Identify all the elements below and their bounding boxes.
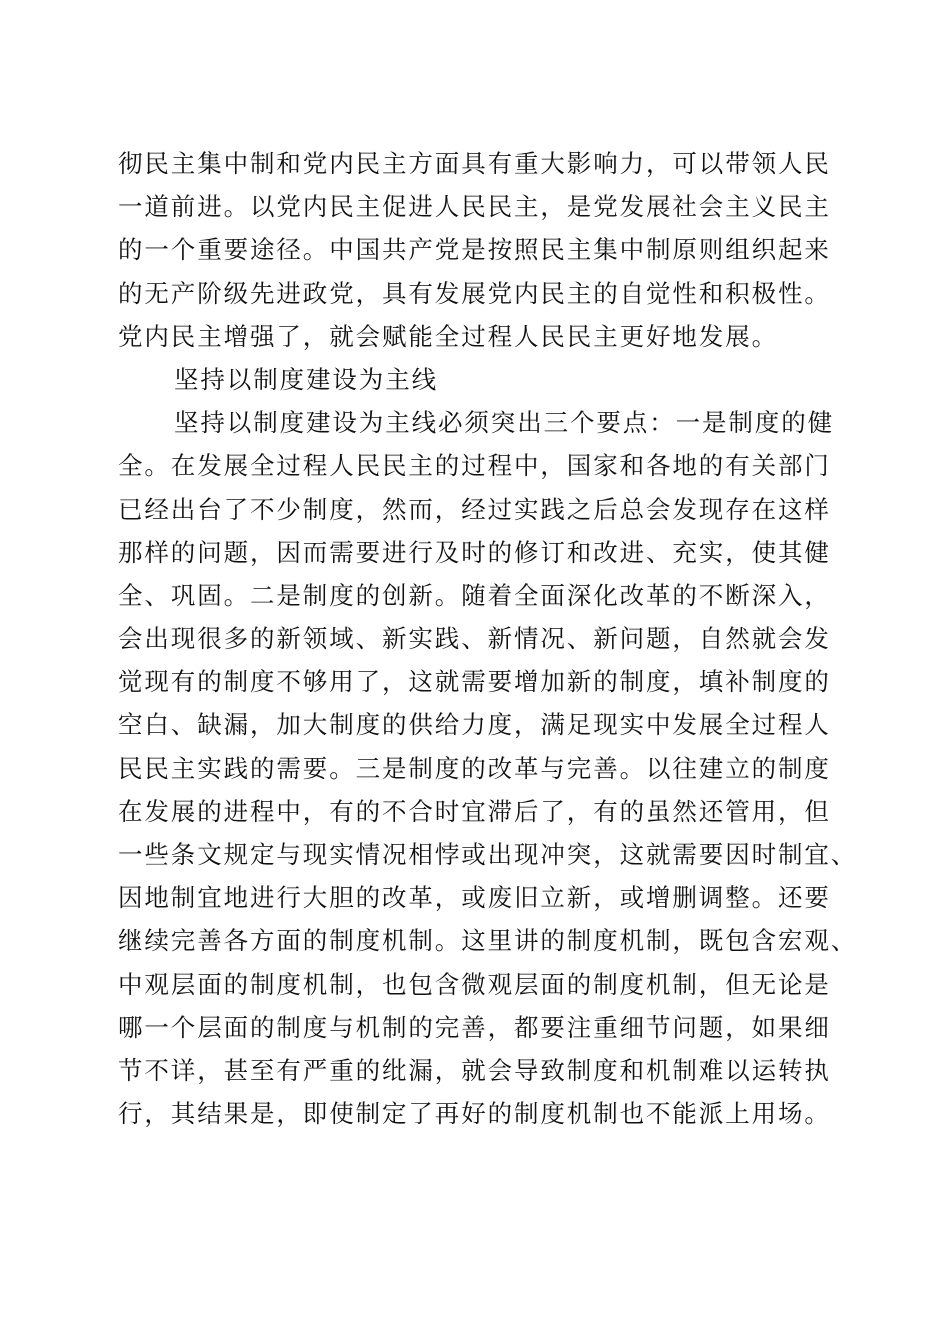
text-line: 在发展的进程中，有的不合时宜滞后了，有的虽然还管用，但 [118, 796, 831, 826]
text-line: 哪一个层面的制度与机制的完善，都要注重细节问题，如果细 [118, 1012, 831, 1042]
text-line: 会出现很多的新领域、新实践、新情况、新问题，自然就会发 [118, 624, 831, 654]
body-text [118, 142, 858, 1135]
text-line: 党内民主增强了，就会赋能全过程人民民主更好地发展。 [118, 321, 778, 351]
text-line: 因地制宜地进行大胆的改革，或废旧立新，或增删调整。还要 [118, 883, 831, 913]
text-line: 坚持以制度建设为主线必须突出三个要点：一是制度的健 [174, 408, 834, 438]
text-line: 一些条文规定与现实情况相悖或出现冲突，这就需要因时制宜、 [118, 840, 858, 869]
text-line: 中观层面的制度机制，也包含微观层面的制度机制，但无论是 [118, 969, 831, 999]
text-line: 全。在发展全过程人民民主的过程中，国家和各地的有关部门 [118, 451, 831, 481]
text-line: 的一个重要途径。中国共产党是按照民主集中制原则组织起来 [118, 235, 831, 265]
text-line: 觉现有的制度不够用了，这就需要增加新的制度，填补制度的 [118, 667, 831, 697]
text-line: 民民主实践的需要。三是制度的改革与完善。以往建立的制度 [118, 753, 831, 783]
text-line: 已经出台了不少制度，然而，经过实践之后总会发现存在这样 [118, 494, 831, 524]
text-line: 彻民主集中制和党内民主方面具有重大影响力，可以带领人民 [118, 149, 831, 178]
section-heading: 坚持以制度建设为主线 [174, 364, 438, 394]
text-line: 一道前进。以党内民主促进人民民主，是党发展社会主义民主 [118, 192, 831, 222]
text-line: 继续完善各方面的制度机制。这里讲的制度机制，既包含宏观、 [118, 926, 858, 956]
text-line: 空白、缺漏，加大制度的供给力度，满足现实中发展全过程人 [118, 710, 831, 740]
text-line: 的无产阶级先进政党，具有发展党内民主的自觉性和积极性。 [118, 278, 831, 308]
text-line: 行，其结果是，即使制定了再好的制度机制也不能派上用场。 [118, 1099, 831, 1129]
text-line: 全、巩固。二是制度的创新。随着全面深化改革的不断深入， [118, 580, 831, 610]
text-line: 那样的问题，因而需要进行及时的修订和改进、充实，使其健 [118, 537, 831, 567]
text-line: 节不详，甚至有严重的纰漏，就会导致制度和机制难以运转执 [118, 1055, 831, 1085]
